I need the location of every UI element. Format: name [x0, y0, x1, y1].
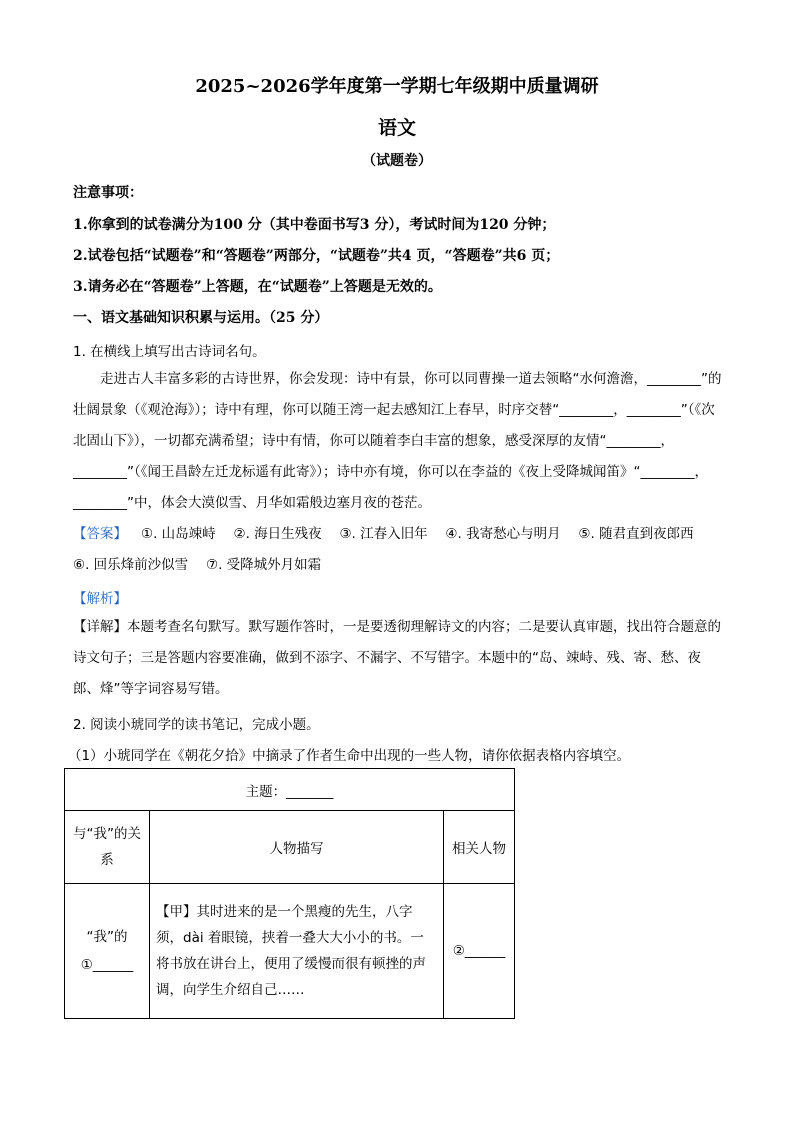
- analysis-label: 【解析】: [73, 591, 127, 607]
- paper-type: （试题卷）: [362, 153, 432, 169]
- detail-text: 本题考查名句默写。默写题作答时，一是要透彻理解诗文的内容；二是要认真审题，找出符合题意的诗文句子；三是答题内容要准确，做到不添字、不漏字、不写错字。本题中的“岛、竦峙、残、寄、愁、夜郎、烽”等字词容易写错。: [73, 619, 721, 697]
- header-description: 人物描写: [150, 811, 444, 884]
- cell-person: ②______: [444, 884, 515, 1019]
- detail-label: 【详解】: [73, 619, 127, 635]
- character-table: [64, 768, 515, 1019]
- answer-label: 【答案】: [73, 526, 127, 542]
- subject-title: 语文: [377, 117, 416, 139]
- question-2-sub1: （1）小琥同学在《朝花夕拾》中摘录了作者生命中出现的一些人物，请你依据表格内容填空。: [68, 748, 631, 764]
- question-2-prompt: 2. 阅读小琥同学的读书笔记，完成小题。: [73, 717, 320, 733]
- answer-block: [73, 519, 723, 581]
- table-theme: 主题：_______: [65, 769, 515, 811]
- header-relation: 与“我”的关系: [65, 811, 150, 884]
- note-item-1: 1.你拿到的试卷满分为100 分（其中卷面书写3 分），考试时间为120 分钟；: [73, 217, 556, 233]
- question-1-body: 走进古人丰富多彩的古诗世界，你会发现：诗中有景，你可以同曹操一道去领略“水何澹澹，________”的壮阔景象（《观沧海》）；诗中有理，你可以随王湾一起去感知江上春早，时序交替“________，________”（《次北固山下》），一切都充满希望；诗中有情，你可以随着李白丰富的想象，感受深厚的友情“________，________”（《闻王昌龄左迁龙标遥有此寄》）；诗中亦有境，你可以在李益的《夜上受降城闻笛》“________，________”中，体会大漠似雪、月华如霜般边塞月夜的苍茫。: [73, 371, 722, 511]
- notes-heading: 注意事项：: [73, 185, 143, 201]
- question-1-prompt: 1. 在横线上填写出古诗词名句。: [73, 344, 266, 360]
- cell-description: 【甲】其时进来的是一个黑瘦的先生，八字须，dài 着眼镜，挟着一叠大大小小的书。一将书放在讲台上，便用了缓慢而很有顿挫的声调，向学生介绍自己……: [150, 884, 444, 1019]
- note-item-3: 3.请务必在“答题卷”上答题，在“试题卷”上答题是无效的。: [73, 279, 442, 295]
- header-person: 相关人物: [444, 811, 515, 884]
- cell-relation: “我”的①______: [65, 884, 150, 1019]
- answer-text: ①. 山岛竦峙 ②. 海日生残夜 ③. 江春入旧年 ④. 我寄愁心与明月 ⑤. 随君直到夜郎西 ⑥. 回乐烽前沙似雪 ⑦. 受降城外月如霜: [73, 526, 712, 573]
- section-heading: 一、语文基础知识积累与运用。（25 分）: [73, 310, 329, 326]
- exam-title: 2025~2026学年度第一学期七年级期中质量调研: [195, 76, 599, 97]
- note-item-2: 2.试卷包括“试题卷”和“答题卷”两部分，“试题卷”共4 页，“答题卷”共6 页；: [73, 248, 560, 264]
- detail-block: [73, 612, 723, 705]
